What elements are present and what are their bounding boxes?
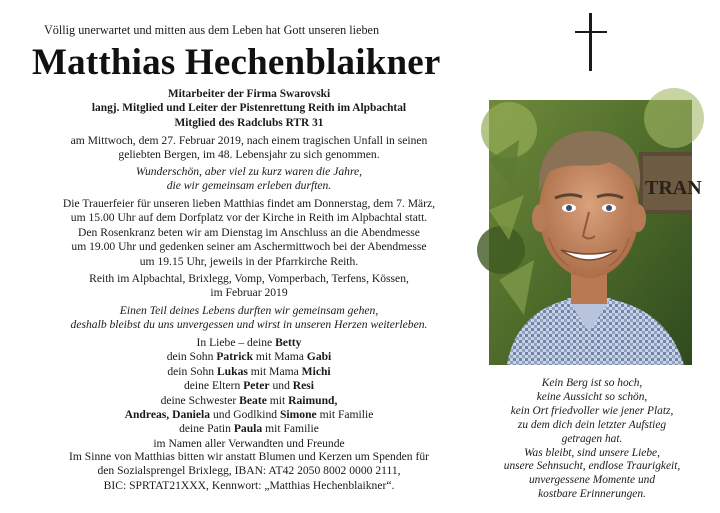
family-line: deine Eltern Peter und Resi xyxy=(183,379,315,393)
memorial-poem xyxy=(478,377,706,502)
quote-1 xyxy=(18,165,480,194)
poem-line: keine Aussicht so schön, xyxy=(536,390,648,403)
family-line: deine Patin Paula mit Familie xyxy=(179,422,319,436)
death-notice xyxy=(18,134,480,163)
ceremony-line: um 15.00 Uhr auf dem Dorfplatz vor der Kirche in Reith im Alpbachtal statt. xyxy=(70,211,428,225)
family-line: im Namen aller Verwandten und Freunde xyxy=(153,436,345,450)
place-date xyxy=(18,272,480,301)
ceremony-line: um 19.00 Uhr und gedenken seiner am Aschermittwoch bei der Abendmesse xyxy=(71,240,427,254)
poem-line: Kein Berg ist so hoch, xyxy=(541,377,643,389)
death-line: geliebten Bergen, im 48. Lebensjahr zu sich genommen. xyxy=(118,148,380,162)
quote-line: deshalb bleibst du uns unvergessen und wirst in unseren Herzen weiterleben. xyxy=(70,318,428,332)
poem-line: kein Ort friedvoller wie jener Platz, xyxy=(510,404,674,417)
donation-line: Im Sinne von Matthias bitten wir anstatt Blumen und Kerzen um Spenden für xyxy=(69,450,429,463)
role-line: Mitglied des Radclubs RTR 31 xyxy=(174,116,324,129)
ceremony-line: um 19.15 Uhr, jeweils in der Pfarrkirche Reith. xyxy=(139,254,359,268)
poem-line: zu dem dich dein letzter Aufstieg xyxy=(517,418,667,431)
family-line: deine Schwester Beate mit Raimund, xyxy=(160,393,338,407)
quote-line: Einen Teil deines Lebens durften wir gemeinsam gehen, xyxy=(119,304,379,317)
donation-info xyxy=(18,450,480,493)
intro-line: Völlig unerwartet und mitten aus dem Leben hat Gott unseren lieben xyxy=(44,23,380,37)
family-line: In Liebe – deine Betty xyxy=(196,336,302,349)
quote-2 xyxy=(18,304,480,333)
family-list xyxy=(18,336,480,451)
quote-line: die wir gemeinsam erleben durften. xyxy=(166,179,332,193)
ceremony-line: Die Trauerfeier für unseren lieben Matthias findet am Donnerstag, dem 7. März, xyxy=(62,197,436,210)
poem-line: getragen hat. xyxy=(561,432,623,445)
death-line: am Mittwoch, dem 27. Februar 2019, nach einem tragischen Unfall in seinen xyxy=(70,134,428,147)
poem-line: Was bleibt, sind unsere Liebe, xyxy=(524,446,660,459)
roles-block xyxy=(18,87,480,130)
family-line: Andreas, Daniela und Godlkind Simone mit Familie xyxy=(124,408,374,422)
donation-line: den Sozialsprengel Brixlegg, IBAN: AT42 2050 8002 0000 2111, xyxy=(97,464,401,478)
poem-line: unvergessene Momente und xyxy=(528,474,656,487)
cross-icon xyxy=(575,13,607,71)
ceremony-info xyxy=(18,197,480,269)
portrait-photo xyxy=(489,100,702,365)
role-line: langj. Mitglied und Leiter der Pistenrettung Reith im Alpbachtal xyxy=(91,102,407,115)
family-line: dein Sohn Patrick mit Mama Gabi xyxy=(166,350,332,364)
poem-line: unsere Sehnsucht, endlose Traurigkeit, xyxy=(503,460,681,473)
quote-line: Wunderschön, aber viel zu kurz waren die Jahre, xyxy=(135,165,363,178)
poem-line: kostbare Erinnerungen. xyxy=(538,488,646,501)
ceremony-line: Den Rosenkranz beten wir am Dienstag im Anschluss an die Abendmesse xyxy=(78,225,420,239)
date-line: im Februar 2019 xyxy=(210,286,288,300)
role-line: Mitarbeiter der Firma Swarovski xyxy=(167,88,331,100)
place-line: Reith im Alpbachtal, Brixlegg, Vomp, Vomperbach, Terfens, Kössen, xyxy=(89,272,409,285)
family-line: dein Sohn Lukas mit Mama Michi xyxy=(167,364,331,378)
deceased-name: Matthias Hechenblaikner xyxy=(32,42,441,83)
photo-sign-text: TRAN xyxy=(645,177,702,199)
donation-line: BIC: SPRTAT21XXX, Kennwort: „Matthias Hechenblaikner“. xyxy=(103,478,395,492)
